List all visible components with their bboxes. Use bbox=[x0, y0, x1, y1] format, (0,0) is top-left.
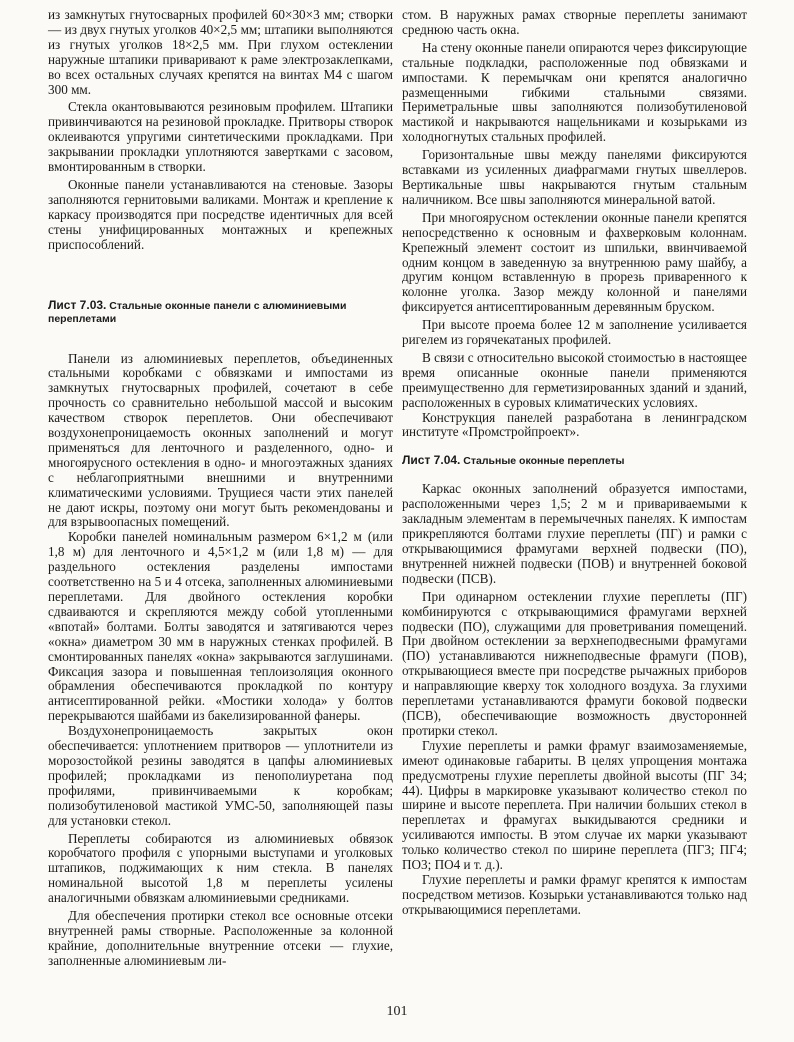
sheet-title: Стальные оконные панели с алюминиевыми переплетами bbox=[48, 299, 347, 325]
paragraph: На стену оконные панели опираются через фиксирующие стальные подкладки, расположенные под обвязками и импостами. К перемычкам они крепятся аналогично размещенными гибкими стальными связями. Периметральные швы заполняются полизобутиленовой мастикой и накрываются нащельниками и козырьками из холодногнутых стальных профилей. bbox=[402, 39, 747, 145]
paragraph: При одинарном остеклении глухие переплеты (ПГ) комбинируются с открывающимися фрамугами верхней подвески (ПО), служащими для проветривания помещений. При двойном остеклении за верхнеподвесными фрамугами (ПО) устанавливаются нижнеподвесные фрамуги (ПОВ), открывающиеся вместе при посредстве рычажных приборов и направляющие кверху ток холодного воздуха. За глухими переплетами устанавливаются фрамуги боковой подвески (ПСВ), обеспечивающие возможность двусторонней протирки стекол. bbox=[402, 588, 747, 738]
left-column bbox=[48, 8, 393, 969]
paragraph: Конструкция панелей разработана в ленинградском институте «Промстройпроект». bbox=[402, 409, 747, 440]
paragraph: стом. В наружных рамах створные переплеты занимают среднюю часть окна. bbox=[402, 7, 747, 37]
paragraph: Глухие переплеты и рамки фрамуг взаимозаменяемые, имеют одинаковые габариты. В целях упрощения монтажа предусмотрены глухие переплеты двойной высоты (ПГ 34; 44). Цифры в маркировке указывают количество стекол по ширине и высоте переплета. При наличии больших стекол в переплетах и фрамугах выкидываются средники и усиливаются импосты. В этом случае их марки указывают только количество стекол по ширине переплета (ПГ3; ПГ4; ПО3; ПО4 и т. д.). bbox=[402, 737, 747, 873]
paragraph: При многоярусном остеклении оконные панели крепятся непосредственно к основным и фахверковым колоннам. Крепежный элемент состоит из шпильки, ввинчиваемой одним концом в заведенную за внутреннюю раму шайбу, а другим концом вставленную в прорезь приваренного к колонне уголка. Зазор между колонной и панелями фиксируется антисептированным деревянным бруском. bbox=[402, 209, 747, 315]
sheet-number: Лист 7.03. bbox=[48, 297, 107, 312]
sheet-title: Стальные оконные переплеты bbox=[463, 455, 625, 468]
paragraph: В связи с относительно высокой стоимостью в настоящее время описанные оконные панели применяются преимущественно для герметизированных зданий и зданий, расположенных в суровых климатических условиях. bbox=[402, 349, 747, 410]
paragraph: Панели из алюминиевых переплетов, объединенных стальными коробками с обвязками и импостами из замкнутых гнутосварных профилей, сочетают в себе прочность со сравнительно небольшой массой и высоким качеством створок переплетов. Они обеспечивают воздухонепроницаемость оконных заполнений и могут применяться для ленточного и разделенного, одно- и многоярусного остекления в одно- и многоэтажных зданиях с неблагоприятными внешними и внутренними климатическими условиями. Трущиеся части этих панелей не дают искры, поэтому они могут быть рекомендованы и для взрывоопасных помещений. bbox=[48, 350, 393, 530]
paragraph: Воздухонепроницаемость закрытых окон обеспечивается: уплотнением притворов — уплотнители из морозостойкой резины заводятся в цапфы алюминиевых профилей; прокладками из пенополиуретана под профилями, привинчиваемыми к коробкам; полизобутиленовой мастикой УМС-50, заполняющей пазы для установки стекол. bbox=[48, 723, 393, 828]
section-heading-7-04 bbox=[402, 454, 747, 468]
paragraph: Коробки панелей номинальным размером 6×1,2 м (или 1,8 м) для ленточного и 4,5×1,2 м (или 1,8 м) — для раздельного остекления разделены импостами соответственно на 5 и 4 отсека, заполненных алюминиевыми переплетами. Для двойного остекления коробки сдваиваются и скрепляются между собой утопленными «впотай» болтами. Болты заводятся и затягиваются через «окна» диаметром 30 мм в наружных стенках профилей. В смонтированных панелях «окна» закрываются заглушинами. Фиксация зазора и повышенная теплоизоляция оконного обрамления обеспечиваются прокладкой по контуру антисептированной рейки. «Мостики холода» у болтов перекрываются шайбами из бакелизированной фанеры. bbox=[48, 529, 393, 724]
paragraph: Для обеспечения протирки стекол все основные отсеки внутренней рамы створные. Расположенные за колонной крайние, дополнительные внутренние отсеки — глухие, заполненные алюминиевым ли- bbox=[48, 908, 393, 968]
section-heading-7-03 bbox=[48, 299, 393, 326]
paragraph: Горизонтальные швы между панелями фиксируются вставками из усиленных диафрагмами гнутых швеллеров. Вертикальные швы накрываются гнутым стальным наличником. Все швы заполняются минеральной ватой. bbox=[402, 147, 747, 207]
paragraph: из замкнутых гнутосварных профилей 60×30×3 мм; створки — из двух гнутых уголков 40×2,5 мм; штапики выполняются из гнутых уголков 18×2,5 мм. При глухом остеклении наружные штапики приваривают к раме электрозаклепками, во всех остальных случаях крепятся на винтах М4 с шагом 300 мм. bbox=[48, 7, 393, 97]
paragraph: Переплеты собираются из алюминиевых обвязок коробчатого профиля с упорными выступами и уголковых штапиков, поджимающих к ним стекла. В панелях номинальной высотой 1,8 м переплеты усилены аналогичными обвязкам алюминиевыми средниками. bbox=[48, 830, 393, 906]
sheet-number: Лист 7.04. bbox=[402, 453, 461, 468]
paragraph: При высоте проема более 12 м заполнение усиливается ригелем из горячекатаных профилей. bbox=[402, 317, 747, 348]
paragraph: Оконные панели устанавливаются на стеновые. Зазоры заполняются гернитовыми валиками. Монтаж и крепление к каркасу производятся при посредстве идентичных для всей стены унифицированных монтажных и крепежных приспособлений. bbox=[48, 176, 393, 252]
right-column bbox=[402, 8, 747, 918]
paragraph: Глухие переплеты и рамки фрамуг крепятся к импостам посредством метизов. Козырьки устанавливаются только над открывающимися переплетами. bbox=[402, 871, 747, 917]
page-number: 101 bbox=[386, 1004, 408, 1019]
paragraph: Стекла окантовываются резиновым профилем. Штапики привинчиваются на резиновой прокладке. Притворы створок оклеиваются упругими синтетическими прокладками. При закрывании прокладки уплотняются завертками с засовом, вмонтированным в створки. bbox=[48, 99, 393, 175]
paragraph: Каркас оконных заполнений образуется импостами, расположенными через 1,5; 2 м и привариваемыми к закладным элементам в перемычечных панелях. К импостам прикрепляются болтами глухие переплеты (ПГ) и рамки с открывающимися фрамугами верхней подвески (ПО), внутренней нижней подвески (ПОВ) и внутренней боковой подвески (ПСВ). bbox=[402, 481, 747, 586]
